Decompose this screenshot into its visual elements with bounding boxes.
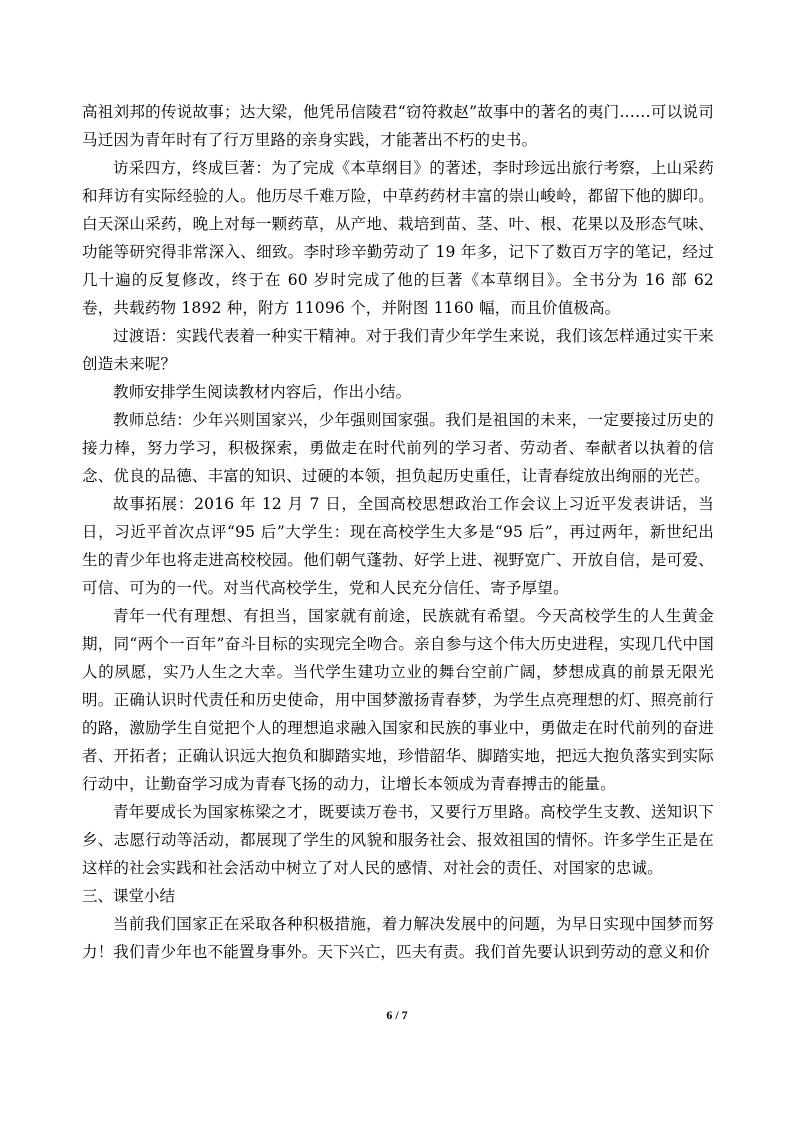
paragraph-li-shizhen: 访采四方，终成巨著：为了完成《本草纲目》的著述，李时珍远出旅行考察，上山采药和拜访有实际经验的人。他历尽千难万险，中草药药材丰富的崇山峻岭，都留下他的脚印。白天深山采药，晚上对每一颗药草，从产地、栽培到苗、茎、叶、根、花果以及形态气味、功能等研究得非常深入、细致。李时珍辛勤劳动了 19 年多，记下了数百万字的笔记，经过几十遍的反复修改，终于在 60 岁时完成了他的巨著《本草纲目》。全书分为 16 部 62 卷，共载药物 1892 种，附方 11096 个，并附图 1160 幅，而且价值极高。	[82, 159, 714, 317]
section-heading: 三、课堂小结	[82, 887, 176, 905]
paragraph-story-extension: 故事拓展：2016 年 12 月 7 日，全国高校思想政治工作会议上习近平发表讲话，当日，习近平首次点评“95 后”大学生：现在高校学生大多是“95 后”，再过两年，新世纪出生的青少年也将走进高校校园。他们朝气蓬勃、好学上进、视野宽广、开放自信，是可爱、可信、可为的一代。对当代高校学生，党和人民充分信任、寄予厚望。	[82, 495, 714, 597]
paragraph-sima-qian: 高祖刘邦的传说故事；达大梁，他凭吊信陵君“窃符救赵”故事中的著名的夷门……可以说司马迁因为青年时有了行万里路的亲身实践，才能著出不朽的史书。	[82, 103, 714, 149]
document-body	[82, 98, 714, 966]
paragraph-teacher-arrangement: 教师安排学生阅读教材内容后，作出小结。	[113, 383, 412, 401]
paragraph-teacher-summary: 教师总结：少年兴则国家兴，少年强则国家强。我们是祖国的未来，一定要接过历史的接力棒，努力学习，积极探索，勇做走在时代前列的学习者、劳动者、奉献者以执着的信念、优良的品德、丰富的知识、过硬的本领，担负起历史重任，让青春绽放出绚丽的光芒。	[82, 411, 714, 485]
page-number: 6 / 7	[386, 1008, 408, 1022]
paragraph-transition: 过渡语：实践代表着一种实干精神。对于我们青少年学生来说，我们该怎样通过实干来创造未来呢？	[82, 327, 714, 373]
paragraph-youth-practice: 青年要成长为国家栋梁之才，既要读万卷书，又要行万里路。高校学生支教、送知识下乡、志愿行动等活动，都展现了学生的风貌和服务社会、报效祖国的情怀。许多学生正是在这样的社会实践和社会活动中树立了对人民的感情、对社会的责任、对国家的忠诚。	[82, 803, 714, 877]
paragraph-youth-ideals: 青年一代有理想、有担当，国家就有前途，民族就有希望。今天高校学生的人生黄金期，同“两个一百年”奋斗目标的实现完全吻合。亲自参与这个伟大历史进程，实现几代中国人的夙愿，实乃人生之大幸。当代学生建功立业的舞台空前广阔，梦想成真的前景无限光明。正确认识时代责任和历史使命，用中国梦激扬青春梦，为学生点亮理想的灯、照亮前行的路，激励学生自觉把个人的理想追求融入国家和民族的事业中，勇做走在时代前列的奋进者、开拓者；正确认识远大抱负和脚踏实地，珍惜韶华、脚踏实地，把远大抱负落实到实际行动中，让勤奋学习成为青春飞扬的动力，让增长本领成为青春搏击的能量。	[82, 607, 714, 793]
paragraph-closing: 当前我们国家正在采取各种积极措施，着力解决发展中的问题，为早日实现中国梦而努力！我们青少年也不能置身事外。天下兴亡，匹夫有责。我们首先要认识到劳动的意义和价	[82, 915, 714, 961]
